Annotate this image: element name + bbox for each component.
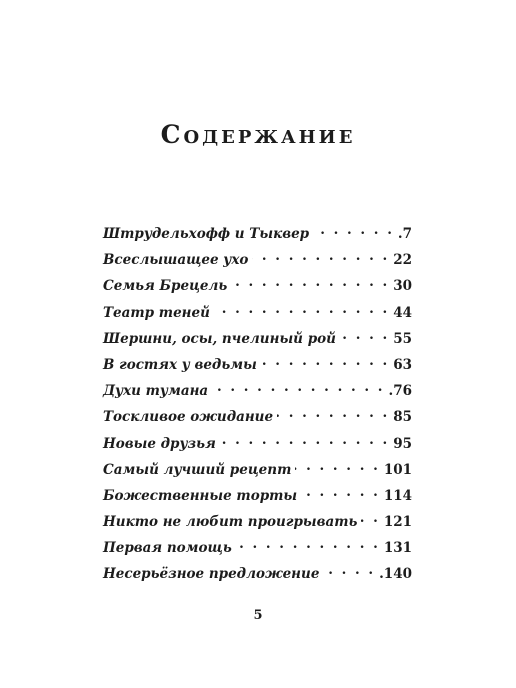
toc-entry-page: 30 [393, 278, 412, 295]
toc-entry-page: 22 [393, 252, 412, 269]
toc-entry-title: Всеслышащее ухо [103, 252, 249, 269]
dot-leader [361, 510, 379, 526]
dot-leader [212, 379, 384, 395]
toc-heading: Содержание [160, 120, 356, 149]
table-of-contents [103, 222, 412, 589]
toc-entry-title: Первая помощь [103, 540, 232, 557]
toc-entry [103, 222, 412, 248]
toc-entry [103, 248, 412, 274]
toc-entry [103, 327, 412, 353]
toc-entry-title: Семья Брецель [103, 278, 228, 295]
toc-entry-page: 114 [383, 487, 412, 504]
toc-entry-title: Божественные торты [103, 487, 298, 504]
toc-entry-title: В гостях у ведьмы [103, 356, 257, 373]
toc-entry-page: 85 [393, 409, 412, 426]
dot-leader [340, 327, 389, 343]
toc-entry-title: Никто не любит проигрывать [103, 514, 358, 531]
toc-entry-title: Шершни, осы, пчелиный рой [103, 330, 336, 347]
dot-leader [231, 274, 389, 290]
toc-entry-page: .140 [379, 566, 412, 583]
dot-leader [220, 432, 389, 448]
dot-leader [301, 484, 380, 500]
toc-entry-page: 131 [383, 540, 412, 557]
toc-entry [103, 484, 412, 510]
dot-leader [261, 353, 389, 369]
toc-entry-title: Духи тумана [103, 383, 209, 400]
toc-entry [103, 510, 412, 536]
toc-entry-title: Новые друзья [103, 435, 216, 452]
dot-leader [295, 458, 379, 474]
dot-leader [214, 301, 389, 317]
dot-leader [236, 536, 380, 552]
dot-leader [323, 562, 375, 578]
toc-entry-page: 44 [393, 304, 412, 321]
toc-entry-page: .76 [388, 383, 412, 400]
dot-leader [252, 248, 389, 264]
toc-entry [103, 536, 412, 562]
toc-entry-title: Самый лучший рецепт [103, 461, 292, 478]
toc-entry [103, 405, 412, 431]
toc-entry-title: Несерьёзное предложение [103, 566, 320, 583]
toc-entry [103, 301, 412, 327]
toc-entry-page: 95 [393, 435, 412, 452]
toc-entry-page: 63 [393, 356, 412, 373]
toc-entry-page: 121 [383, 514, 412, 531]
toc-entry-page: 55 [393, 330, 412, 347]
toc-entry [103, 274, 412, 300]
toc-entry [103, 432, 412, 458]
page-number: 5 [253, 608, 263, 623]
toc-entry [103, 562, 412, 588]
dot-leader [313, 222, 394, 238]
dot-leader [277, 405, 389, 421]
toc-entry [103, 379, 412, 405]
toc-entry-page: 101 [383, 461, 412, 478]
toc-entry-title: Штрудельхофф и Тыквер [103, 226, 310, 242]
toc-entry-page: .7 [397, 226, 412, 242]
toc-entry-title: Тоскливое ожидание [103, 409, 274, 426]
toc-entry-title: Театр теней [103, 304, 210, 321]
toc-entry [103, 353, 412, 379]
toc-entry [103, 458, 412, 484]
